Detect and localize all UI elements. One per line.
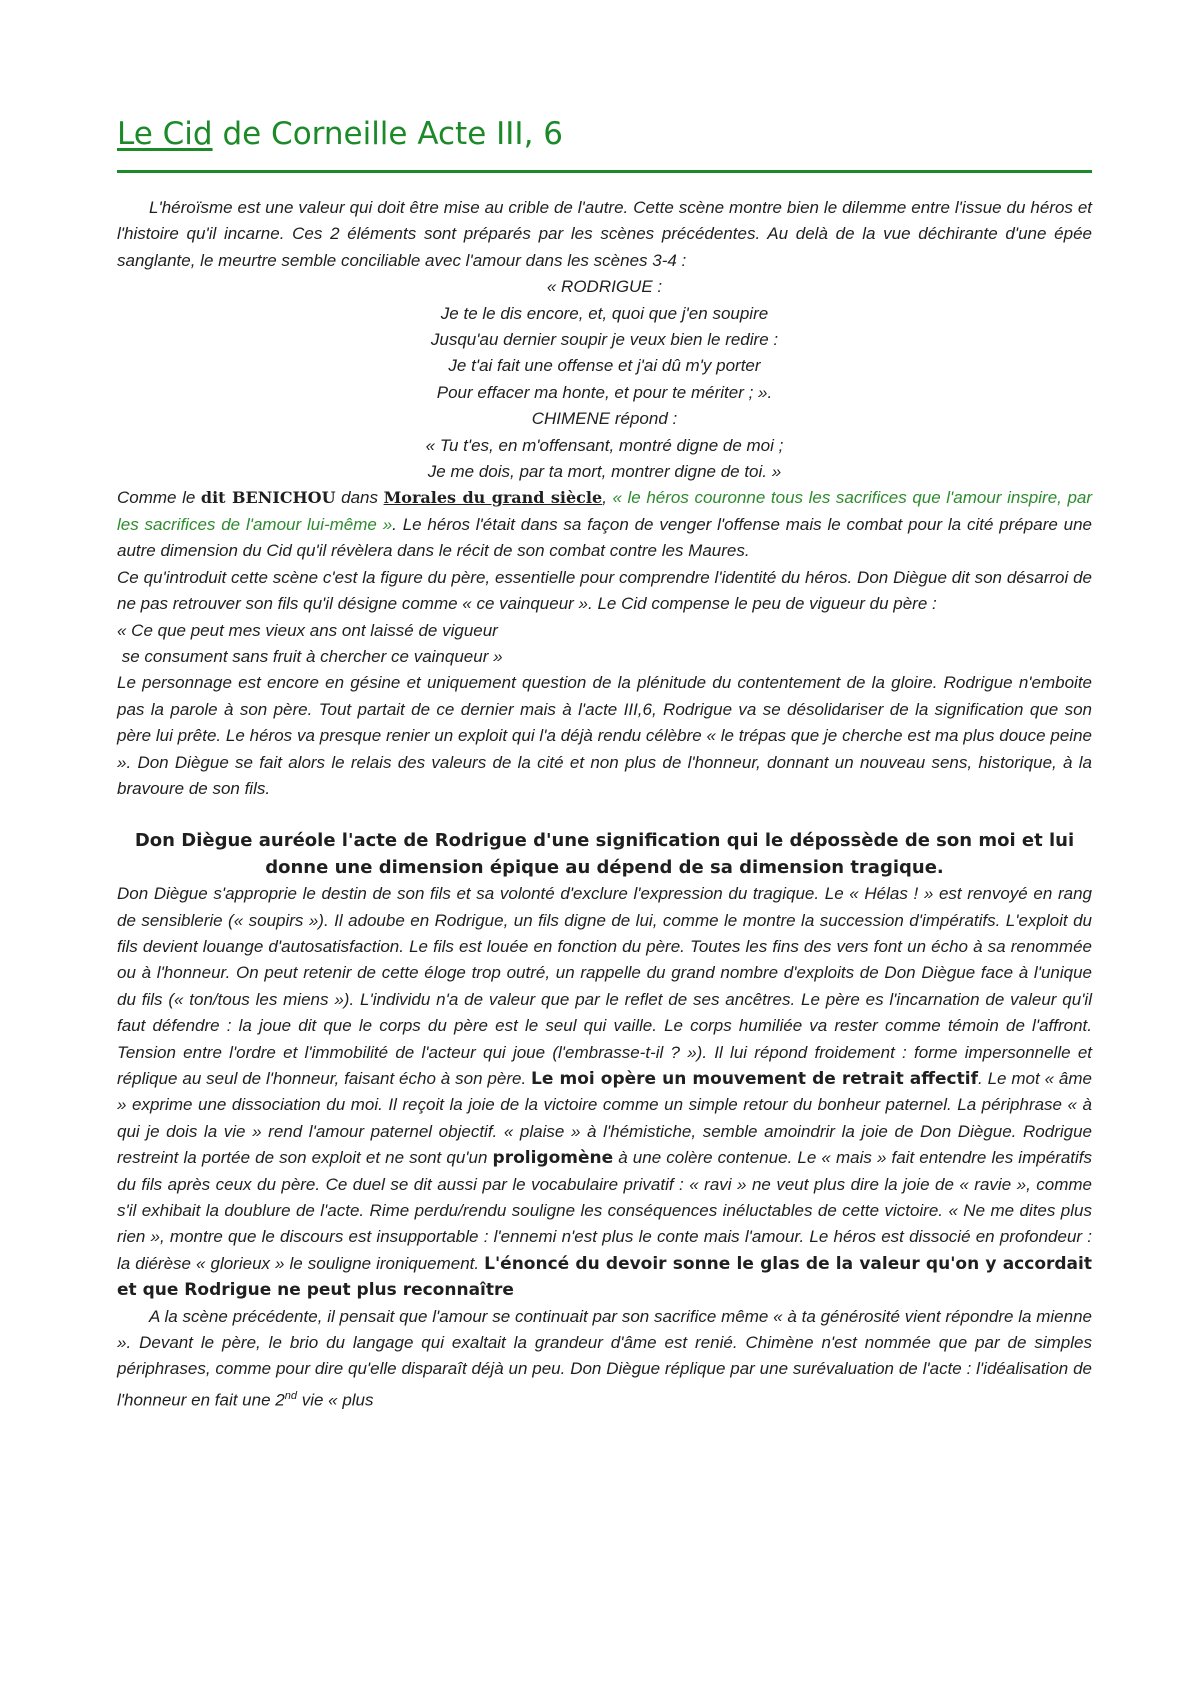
- verse-line: se consument sans fruit à chercher ce vainqueur »: [117, 646, 503, 666]
- paragraph-father: Ce qu'introduit cette scène c'est la figure du père, essentielle pour comprendre l'identité du héros. Don Diègue dit son désarroi de ne pas retrouver son fils qu'il désigne comme « ce vainqueur ». Le Cid compense le peu de vigueur du père :: [117, 567, 1092, 614]
- text-run: . Le héros l'était dans sa façon de venger l'offense mais le combat pour la cité prépare une autre dimension du Cid qu'il révèlera dans le récit de son combat contre les Maures.: [117, 514, 1093, 561]
- verse-line: Je me dois, par ta mort, montrer digne de toi. »: [427, 462, 782, 482]
- document-body: [117, 195, 1092, 1414]
- paragraph-benichou: [117, 485, 1092, 564]
- verse-line: « Tu t'es, en m'offensant, montré digne de moi ;: [425, 435, 784, 455]
- author-reference: dit BENICHOU: [200, 488, 336, 508]
- text-run: ,: [602, 488, 613, 508]
- green-quote: « le héros couronne tous les sacrifices que l'amour inspire, par les sacrifices de l'amour lui-même »: [117, 488, 1093, 534]
- paragraph-analysis: [117, 881, 1092, 1304]
- superscript: nd: [284, 1389, 297, 1402]
- paragraph-gesine: Le personnage est encore en gésine et uniquement question de la plénitude du contentement de la gloire. Rodrigue n'emboite pas la parole à son père. Tout partait de ce dernier mais à l'acte III,6, Rodrigue va se désolidariser de la signification que son père lui prête. Le héros va presque renier un exploit qui l'a déjà rendu célèbre « le trépas que je cherche est ma plus douce peine ». Don Diègue se fait alors le relais des valeurs de la cité et non plus de l'honneur, donnant un nouveau sens, historique, à la bravoure de son fils.: [117, 673, 1092, 798]
- paragraph-intro: L'héroïsme est une valeur qui doit être mise au crible de l'autre. Cette scène montre bien le dilemme entre l'issue du héros et l'histoire qu'il incarne. Ces 2 éléments sont préparés par les scènes précédentes. Au delà de la vue déchirante d'une épée sanglante, le meurtre semble conciliable avec l'amour dans les scènes 3-4 :: [117, 198, 1092, 270]
- text-run: dans: [335, 488, 384, 508]
- title-work: Le Cid: [117, 116, 213, 152]
- text-run: vie « plus: [296, 1390, 374, 1410]
- book-title: Morales du grand siècle: [383, 488, 603, 508]
- page-title: [117, 110, 1092, 158]
- title-rule: [117, 170, 1092, 173]
- text-run: . Le mot « âme » exprime une dissociation du moi. Il reçoit la joie de la victoire comme un simple retour du bonheur paternel. La périphrase « à qui je dois la vie » rend l'amour paternel objectif. « plaise » à l'hémistiche, semble amoindrir la joie de Don Diègue. Rodrigue restreint la portée de son exploit et ne sont qu'un: [117, 1069, 1092, 1168]
- verse-line: « Ce que peut mes vieux ans ont laissé de vigueur: [117, 620, 498, 640]
- paragraph-previous-scene: [117, 1304, 1092, 1414]
- text-run: Don Diègue s'approprie le destin de son fils et sa volonté d'exclure l'expression du tragique. Le « Hélas ! » est renvoyé en rang de sensiblerie (« soupirs »). Il adoube en Rodrigue, un fils digne de lui, comme le montre la succession d'impératifs. L'exploit du fils devient louange d'autosatisfaction. Le fils est louée en fonction du père. Toutes les fins des vers font un écho à sa renommée ou à l'honneur. On peut retenir de cette éloge trop outré, un rappelle du grand nombre d'exploits de Don Diègue face à l'unique du fils (« ton/tous les miens »). L'individu n'a de valeur que par le reflet de ses ancêtres. Le père es l'incarnation de valeur qu'il faut défendre : la joue dit que le corps du père est le seul qui vaille. Le corps humiliée va rester comme témoin de l'affront. Tension entre l'ordre et l'immobilité de l'acteur qui joue (l'embrasse-t-il ? »). Il lui répond froidement : forme impersonnelle et réplique au seul de l'honneur, faisant écho à son père.: [117, 884, 1092, 1088]
- verse-line: Je t'ai fait une offense et j'ai dû m'y porter: [448, 356, 761, 376]
- verse-line: Je te le dis encore, et, quoi que j'en soupire: [440, 303, 769, 323]
- bold-word: proligomène: [492, 1148, 614, 1169]
- text-run: Comme le: [117, 488, 201, 508]
- verse-line: Jusqu'au dernier soupir je veux bien le redire :: [430, 330, 779, 350]
- text-run: à une colère contenue. Le « mais » fait entendre les impératifs du fils après ceux du père. Ce duel se dit aussi par le vocabulaire privatif : « ravi » ne veut plus dire la joie de « ravie », comme s'il exhibait la doublure de l'acte. Rime perdu/rendu souligne les conséquences inéluctables de cette victoire. « Ne me dites plus rien », montre que le discours est insupportable : l'ennemi n'est plus le conte mais l'amour. Le héros est dissocié en profondeur : la diérèse « glorieux » le souligne ironiquement.: [117, 1148, 1092, 1273]
- text-run: A la scène précédente, il pensait que l'amour se continuait par son sacrifice même « à ta générosité vient répondre la mienne ». Devant le père, le brio du langage qui exaltait la grandeur d'âme est renié. Chimène n'est nommée que par de simples périphrases, comme pour dire qu'elle disparaît déjà un peu. Don Diègue réplique par une surévaluation de l'acte : l'idéalisation de l'honneur en fait une 2: [117, 1306, 1092, 1410]
- bold-phrase: L'énoncé du devoir sonne le glas de la valeur qu'on y accordait et que Rodrigue ne peut plus reconnaître: [117, 1253, 1092, 1301]
- verse-line: CHIMENE répond :: [531, 409, 678, 429]
- verse-quote-2: [117, 618, 1092, 671]
- verse-quote-1: [117, 274, 1092, 485]
- title-rest: de Corneille Acte III, 6: [212, 116, 563, 152]
- document-page: [117, 110, 1092, 1414]
- section-heading: Don Diègue auréole l'acte de Rodrigue d'une signification qui le dépossède de son moi et lui donne une dimension épique au dépend de sa dimension tragique.: [134, 830, 1075, 878]
- verse-line: « RODRIGUE :: [546, 277, 663, 297]
- verse-line: Pour effacer ma honte, et pour te mériter ; ».: [436, 382, 773, 402]
- bold-phrase: Le moi opère un mouvement de retrait affectif: [531, 1069, 978, 1089]
